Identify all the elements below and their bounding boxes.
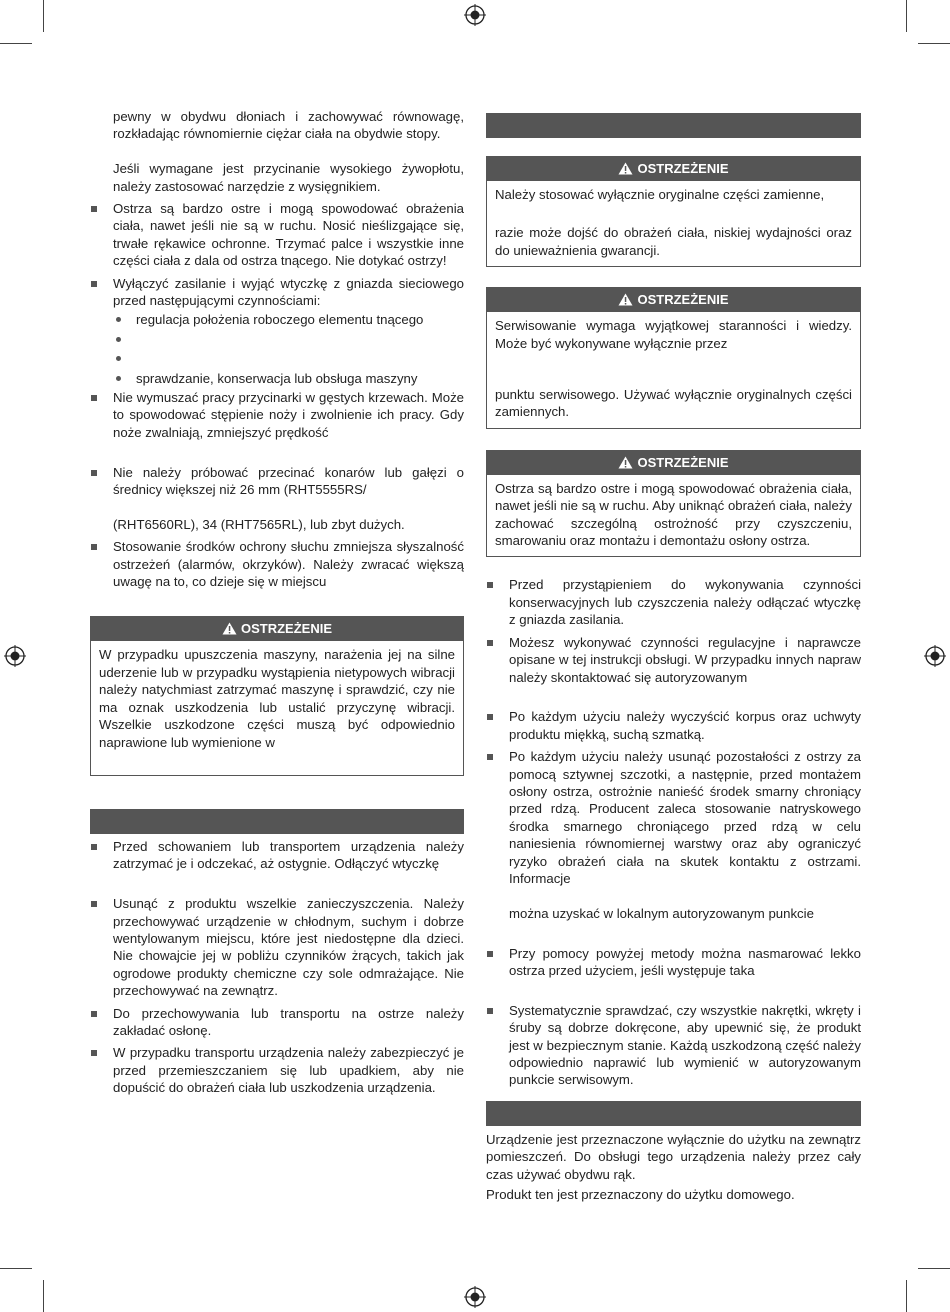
warning-header: OSTRZEŻENIE <box>487 451 860 475</box>
warning-triangle-icon <box>222 622 237 635</box>
safety-list <box>90 200 464 590</box>
registration-mark-icon <box>464 1286 486 1308</box>
warning-triangle-icon <box>618 162 633 175</box>
registration-mark-icon <box>4 645 26 667</box>
crop-mark <box>43 1280 44 1312</box>
warning-box <box>90 616 464 775</box>
warning-triangle-icon <box>618 293 633 306</box>
warning-header: OSTRZEŻENIE <box>487 157 860 181</box>
registration-mark-icon <box>464 4 486 26</box>
sub-list-item: sprawdzanie, konserwacja lub obsługa maszyny <box>113 370 464 387</box>
crop-mark <box>906 1280 907 1312</box>
crop-mark <box>0 1268 32 1269</box>
warning-triangle-icon <box>618 456 633 469</box>
list-item: Przy pomocy powyżej metody można nasmarować lekko ostrza przed użyciem, jeśli występuje taka <box>486 945 861 997</box>
list-item: Nie wymuszać pracy przycinarki w gęstych krzewach. Może to spowodować stępienie noży i zwolnienie ich pracy. Gdy noże zwalniają, zmniejszyć prędkość <box>90 389 464 459</box>
sub-list-item: regulacja położenia roboczego elementu tnącego <box>113 311 464 328</box>
paragraph: Produkt ten jest przeznaczony do użytku domowego. <box>486 1187 795 1202</box>
sub-list-item <box>113 350 464 367</box>
list-item: Po każdym użyciu należy usunąć pozostałości z ostrzy za pomocą sztywnej szczotki, a następnie, przed montażem osłony ostrza, ostrożnie nanieść środek smarny chroniący przed rdzą. Producent zaleca stosowanie natryskowego środka smarnego chroniącego przed rdzą w celu naniesienia równomiernej warstwy oraz aby ograniczyć ryzyko obrażeń ciała na skutek kontaktu z ostrzami. Informacje można uzyskać w lokalnym autoryzowanym punkcie <box>486 748 861 939</box>
crop-mark <box>906 0 907 32</box>
list-item: Usunąć z produktu wszelkie zanieczyszczenia. Należy przechowywać urządzenie w chłodnym, suchym i dobrze wentylowanym miejscu, które jest niedostępne dla dzieci. Nie chowajcie jej w pobliżu czynników żrących, takich jak ogrodowe produkty chemiczne czy sole odmrażające. Nie przechowywać na zewnątrz. <box>90 895 464 999</box>
list-item: Ostrza są bardzo ostre i mogą spowodować obrażenia ciała, nawet jeśli nie są w ruchu. Nosić nieślizgające się, trwałe rękawice ochronne. Trzymać palce i wszystkie inne części ciała z dala od ostrza tnącego. Nie dotykać ostrzy! <box>90 200 464 270</box>
warning-header: OSTRZEŻENIE <box>487 288 860 312</box>
left-column <box>90 108 464 1102</box>
warning-box <box>486 450 861 558</box>
sub-list <box>113 311 464 387</box>
warning-box <box>486 287 861 429</box>
warning-header: OSTRZEŻENIE <box>91 617 463 641</box>
crop-mark <box>918 1268 950 1269</box>
warning-text: Serwisowanie wymaga wyjątkowej staranności i wiedzy. Może być wykonywane wyłącznie przez punktu serwisowego. Używać wyłącznie oryginalnych części zamiennych. <box>495 318 852 420</box>
list-item: Możesz wykonywać czynności regulacyjne i naprawcze opisane w tej instrukcji obsługi. W przypadku innych napraw należy skontaktować się autoryzowanym <box>486 634 861 704</box>
storage-list <box>90 838 464 1097</box>
list-item: Po każdym użyciu należy wyczyścić korpus oraz uchwyty produktu miękką, suchą szmatką. <box>486 708 861 743</box>
section-header-bar <box>486 1101 861 1126</box>
list-item: W przypadku transportu urządzenia należy zabezpieczyć je przed przemieszczaniem się lub upadkiem, aby nie dopuścić do obrażeń ciała lub uszkodzenia urządzenia. <box>90 1044 464 1096</box>
crop-mark <box>918 43 950 44</box>
paragraph: pewny w obydwu dłoniach i zachowywać równowagę, rozkładając równomiernie ciężar ciała na obydwie stopy. <box>113 109 464 142</box>
list-item: Przed przystąpieniem do wykonywania czynności konserwacyjnych lub czyszczenia należy odłączać wtyczkę z gniazda zasilania. <box>486 576 861 628</box>
list-item: Stosowanie środków ochrony słuchu zmniejsza słyszalność ostrzeżeń (alarmów, okrzyków). Należy zwracać większą uwagę na to, co dzieje się w miejscu <box>90 538 464 590</box>
paragraph: Jeśli wymagane jest przycinanie wysokiego żywopłotu, należy zastosować narzędzie z wysięgnikiem. <box>113 161 464 194</box>
list-item: Nie należy próbować przecinać konarów lub gałęzi o średnicy większej niż 26 mm (RHT5555RS/ (RHT6560RL), 34 (RHT7565RL), lub zbyt dużych. <box>90 464 464 534</box>
registration-mark-icon <box>924 645 946 667</box>
section-header-bar <box>486 113 861 138</box>
warning-text: Ostrza są bardzo ostre i mogą spowodować obrażenia ciała, nawet jeśli nie są w ruchu. Aby uniknąć obrażeń ciała, należy zachować szczególną ostrożność przy czyszczeniu, smarowaniu oraz montażu i demontażu osłony ostrza. <box>495 480 852 549</box>
crop-mark <box>0 43 32 44</box>
list-item: Przed schowaniem lub transportem urządzenia należy zatrzymać je i odczekać, aż ostygnie. Odłączyć wtyczkę <box>90 838 464 890</box>
list-item: Systematycznie sprawdzać, czy wszystkie nakrętki, wkręty i śruby są dobrze dokręcone, aby upewnić się, że produkt jest w bezpiecznym stanie. Każdą uszkodzoną część należy odpowiednio naprawić lub wymienić w autoryzowanym punkcie serwisowym. <box>486 1002 861 1089</box>
warning-text: W przypadku upuszczenia maszyny, narażenia jej na silne uderzenie lub w przypadku wystąpienia nietypowych wibracji należy natychmiast zatrzymać maszynę i sprawdzić, czy nie ma oznak uszkodzenia lub ustalić przyczynę wibracji. Wszelkie uszkodzone części muszą być odpowiednio naprawione lub wymienione w <box>99 647 455 750</box>
right-column <box>486 113 861 1203</box>
section-header-bar <box>90 809 464 834</box>
warning-text: Należy stosować wyłącznie oryginalne części zamienne, razie może dojść do obrażeń ciała, niskiej wydajności oraz do unieważnienia gwarancji. <box>495 187 852 258</box>
warning-box <box>486 156 861 267</box>
list-item: Wyłączyć zasilanie i wyjąć wtyczkę z gniazda sieciowego przed następującymi czynnościami: regulacja położenia roboczego elementu tnącego sprawdzanie, konserwacja lub obsługa maszyny <box>90 275 464 387</box>
paragraph: Urządzenie jest przeznaczone wyłącznie do użytku na zewnątrz pomieszczeń. Do obsługi tego urządzenia należy przez cały czas używać obydwu rąk. <box>486 1131 861 1182</box>
sub-list-item <box>113 331 464 348</box>
list-item: Do przechowywania lub transportu na ostrze należy zakładać osłonę. <box>90 1005 464 1040</box>
maintenance-list <box>486 576 861 1088</box>
crop-mark <box>43 0 44 32</box>
